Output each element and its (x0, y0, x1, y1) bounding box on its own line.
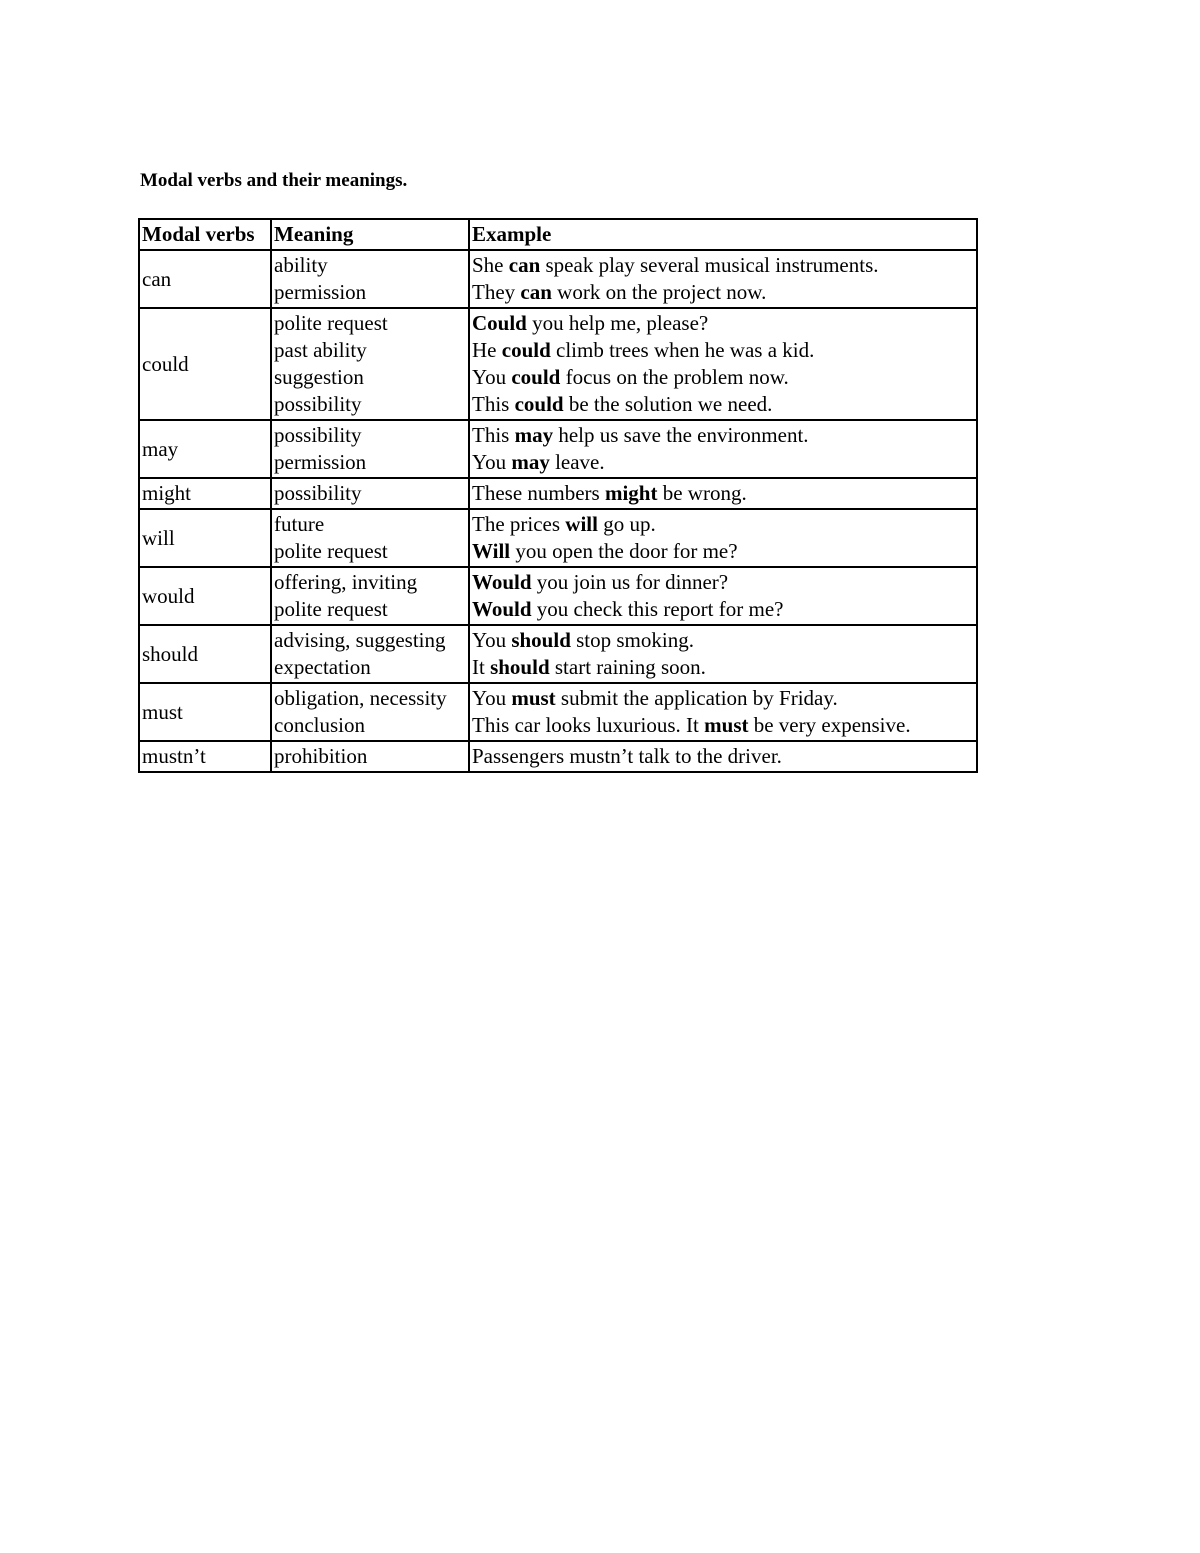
meaning-line: obligation, necessity (274, 686, 447, 710)
example-modal-highlight: must (704, 713, 749, 737)
table-row (139, 509, 977, 567)
meaning-cell (271, 567, 469, 625)
document-title: Modal verbs and their meanings. (140, 170, 408, 191)
example-sentence (472, 252, 974, 279)
example-modal-highlight: can (508, 253, 541, 277)
example-modal-highlight: Would (472, 597, 532, 621)
header-example: Example (469, 219, 977, 250)
example-text: work on the project now. (551, 280, 767, 304)
table-header-row (139, 219, 977, 250)
example-text: you check this report for me? (531, 597, 784, 621)
example-sentence (472, 569, 974, 596)
example-modal-highlight: Would (472, 570, 532, 594)
example-text: You (472, 628, 512, 652)
table-row (139, 741, 977, 772)
example-cell (469, 625, 977, 683)
example-sentence (472, 422, 974, 449)
meaning-cell (271, 420, 469, 478)
modal-verb-cell: can (139, 250, 271, 308)
example-text: be wrong. (657, 481, 747, 505)
example-sentence (472, 337, 974, 364)
meaning-line: expectation (274, 655, 371, 679)
example-sentence (472, 538, 974, 565)
example-text: leave. (549, 450, 605, 474)
example-text: start raining soon. (549, 655, 706, 679)
example-text: stop smoking. (570, 628, 694, 652)
meaning-line: polite request (274, 311, 388, 335)
example-text: You (472, 365, 512, 389)
example-text: submit the application by Friday. (555, 686, 838, 710)
meaning-line: future (274, 512, 325, 536)
meaning-line: ability (274, 253, 328, 277)
example-text: you help me, please? (526, 311, 709, 335)
example-modal-highlight: might (604, 481, 658, 505)
example-text: You (472, 686, 512, 710)
example-text: Passengers mustn’t talk to the driver. (472, 744, 782, 768)
example-sentence (472, 449, 974, 476)
meaning-line: possibility (274, 481, 362, 505)
meaning-line: permission (274, 280, 367, 304)
example-text: She (472, 253, 509, 277)
example-text: go up. (597, 512, 656, 536)
meaning-line: advising, suggesting (274, 628, 446, 652)
example-sentence (472, 596, 974, 623)
modal-verb-cell: must (139, 683, 271, 741)
example-modal-highlight: should (511, 628, 571, 652)
example-modal-highlight: may (511, 450, 550, 474)
table-body (139, 250, 977, 772)
meaning-line: possibility (274, 392, 362, 416)
meaning-line: permission (274, 450, 367, 474)
example-modal-highlight: will (565, 512, 598, 536)
example-sentence (472, 685, 974, 712)
example-modal-highlight: could (514, 392, 564, 416)
example-sentence (472, 364, 974, 391)
meaning-line: possibility (274, 423, 362, 447)
example-sentence (472, 627, 974, 654)
table-row (139, 420, 977, 478)
example-text: They (472, 280, 521, 304)
meaning-cell (271, 308, 469, 420)
example-modal-highlight: could (501, 338, 551, 362)
example-sentence (472, 391, 974, 418)
meaning-line: prohibition (274, 744, 368, 768)
example-sentence (472, 654, 974, 681)
modal-verbs-table (138, 218, 978, 773)
example-modal-highlight: could (511, 365, 561, 389)
example-sentence (472, 712, 974, 739)
meaning-line: suggestion (274, 365, 364, 389)
example-sentence (472, 310, 974, 337)
example-modal-highlight: Will (472, 539, 511, 563)
example-text: It (472, 655, 491, 679)
example-cell (469, 308, 977, 420)
example-cell (469, 250, 977, 308)
meaning-cell (271, 250, 469, 308)
modal-verb-cell: would (139, 567, 271, 625)
example-text: speak play several musical instruments. (540, 253, 879, 277)
example-modal-highlight: may (514, 423, 554, 447)
example-sentence (472, 480, 974, 507)
modal-verb-cell: will (139, 509, 271, 567)
header-modal-verbs: Modal verbs (139, 219, 271, 250)
example-text: This car looks luxurious. It (472, 713, 705, 737)
meaning-cell (271, 741, 469, 772)
meaning-cell (271, 509, 469, 567)
example-sentence (472, 511, 974, 538)
example-cell (469, 478, 977, 509)
meaning-cell (271, 625, 469, 683)
modal-verb-cell: should (139, 625, 271, 683)
table-row (139, 478, 977, 509)
modal-verb-cell: may (139, 420, 271, 478)
example-text: focus on the problem now. (560, 365, 789, 389)
example-sentence (472, 743, 974, 770)
example-modal-highlight: must (511, 686, 556, 710)
example-cell (469, 567, 977, 625)
table-row (139, 567, 977, 625)
example-text: you open the door for me? (510, 539, 738, 563)
table-row (139, 683, 977, 741)
meaning-line: polite request (274, 597, 388, 621)
modal-verb-cell: could (139, 308, 271, 420)
example-cell (469, 741, 977, 772)
example-cell (469, 683, 977, 741)
example-modal-highlight: can (520, 280, 552, 304)
example-cell (469, 509, 977, 567)
example-cell (469, 420, 977, 478)
meaning-line: past ability (274, 338, 367, 362)
example-text: This (472, 423, 515, 447)
header-meaning: Meaning (271, 219, 469, 250)
example-text: help us save the environment. (553, 423, 809, 447)
example-text: He (472, 338, 502, 362)
table-row (139, 250, 977, 308)
example-text: This (472, 392, 515, 416)
meaning-line: polite request (274, 539, 388, 563)
example-text: The prices (472, 512, 566, 536)
example-modal-highlight: should (490, 655, 550, 679)
example-sentence (472, 279, 974, 306)
example-modal-highlight: Could (472, 311, 527, 335)
meaning-cell (271, 478, 469, 509)
example-text: you join us for dinner? (531, 570, 729, 594)
example-text: You (472, 450, 512, 474)
modal-verb-cell: might (139, 478, 271, 509)
table-row (139, 625, 977, 683)
meaning-cell (271, 683, 469, 741)
meaning-line: offering, inviting (274, 570, 418, 594)
example-text: climb trees when he was a kid. (550, 338, 815, 362)
example-text: be very expensive. (748, 713, 911, 737)
example-text: These numbers (472, 481, 605, 505)
example-text: be the solution we need. (563, 392, 773, 416)
table-row (139, 308, 977, 420)
modal-verb-cell: mustn’t (139, 741, 271, 772)
meaning-line: conclusion (274, 713, 365, 737)
